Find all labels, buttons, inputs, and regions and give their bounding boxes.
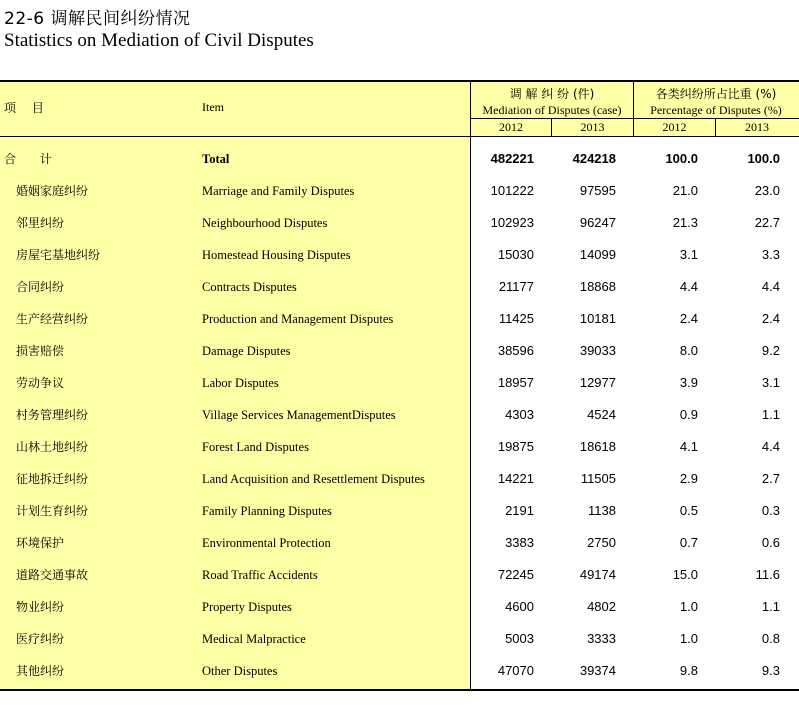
row-value: 3.1 <box>679 247 698 262</box>
row-value: 1.0 <box>679 599 698 614</box>
table-row <box>0 207 799 239</box>
row-value: 18618 <box>579 439 616 454</box>
row-value: 39374 <box>579 663 616 678</box>
table-row <box>0 367 799 399</box>
table-row <box>0 623 799 655</box>
table-row <box>0 335 799 367</box>
row-label-cn: 损害赔偿 <box>16 344 65 358</box>
row-value: 4.4 <box>679 279 698 294</box>
row-value: 2.9 <box>679 471 698 486</box>
row-label-en: Environmental Protection <box>202 536 331 550</box>
row-value: 0.7 <box>679 535 698 550</box>
header-year: 2012 <box>662 120 687 134</box>
row-value: 1.1 <box>761 599 780 614</box>
table-row <box>0 431 799 463</box>
row-label-en: Damage Disputes <box>202 344 291 358</box>
row-value: 14221 <box>497 471 534 486</box>
row-value: 2750 <box>587 535 616 550</box>
header-year: 2012 <box>499 120 523 134</box>
row-value: 3.9 <box>679 375 698 390</box>
table-header <box>0 80 799 137</box>
row-label-cn: 环境保护 <box>16 536 65 550</box>
row-value: 102923 <box>490 215 534 230</box>
row-label-cn: 村务管理纠纷 <box>16 408 89 422</box>
row-label-cn: 房屋宅基地纠纷 <box>16 248 101 262</box>
row-value: 1.0 <box>679 631 698 646</box>
row-label-cn: 合 计 <box>4 152 62 166</box>
row-value: 97595 <box>579 183 616 198</box>
row-value: 2.4 <box>679 311 698 326</box>
header-group-mediation-en: Mediation of Disputes (case) <box>482 103 622 117</box>
row-label-en: Contracts Disputes <box>202 280 297 294</box>
row-value: 96247 <box>579 215 616 230</box>
row-value: 4600 <box>505 599 534 614</box>
row-value: 11.6 <box>755 567 780 582</box>
header-year: 2013 <box>745 120 769 134</box>
header-item-cn: 项 目 <box>4 101 50 115</box>
row-value: 9.2 <box>761 343 780 358</box>
header-year: 2013 <box>580 120 605 134</box>
row-label-cn: 劳动争议 <box>16 376 65 390</box>
row-value: 424218 <box>572 151 616 166</box>
row-value: 39033 <box>579 343 616 358</box>
table-row <box>0 399 799 431</box>
header-group-percentage <box>634 82 798 118</box>
row-value: 15.0 <box>672 567 698 582</box>
row-value: 4524 <box>587 407 616 422</box>
row-value: 38596 <box>497 343 534 358</box>
table-row <box>0 271 799 303</box>
table-row <box>0 303 799 335</box>
row-label-cn: 医疗纠纷 <box>16 632 65 646</box>
row-value: 3.1 <box>761 375 780 390</box>
row-label-cn: 物业纠纷 <box>16 600 65 614</box>
row-value: 22.7 <box>754 215 780 230</box>
row-value: 2191 <box>505 503 534 518</box>
row-value: 482221 <box>490 151 534 166</box>
row-value: 4303 <box>505 407 534 422</box>
row-value: 9.3 <box>761 663 780 678</box>
row-label-en: Village Services ManagementDisputes <box>202 408 396 422</box>
row-label-cn: 其他纠纷 <box>16 664 65 678</box>
table-row <box>0 495 799 527</box>
header-group-mediation-cn: 调 解 纠 纷 (件) <box>509 87 595 101</box>
row-value: 21177 <box>498 279 534 294</box>
row-value: 0.9 <box>679 407 698 422</box>
row-value: 11505 <box>580 471 616 486</box>
row-value: 4.1 <box>679 439 698 454</box>
row-value: 2.4 <box>761 311 780 326</box>
header-group-percentage-cn: 各类纠纷所占比重 (%) <box>655 87 777 101</box>
header-group-mediation <box>471 82 633 118</box>
row-label-en: Road Traffic Accidents <box>202 568 318 582</box>
row-label-en: Other Disputes <box>202 664 278 678</box>
row-value: 4.4 <box>761 279 780 294</box>
row-label-en: Neighbourhood Disputes <box>202 216 328 230</box>
row-value: 11425 <box>498 311 534 326</box>
row-value: 12977 <box>579 375 616 390</box>
row-label-en: Total <box>202 152 230 166</box>
row-value: 3333 <box>587 631 616 646</box>
row-value: 3383 <box>505 535 534 550</box>
row-value: 18868 <box>579 279 616 294</box>
table-row <box>0 239 799 271</box>
row-value: 4802 <box>587 599 616 614</box>
table-row <box>0 559 799 591</box>
row-value: 18957 <box>497 375 534 390</box>
table-row <box>0 655 799 687</box>
row-value: 8.0 <box>679 343 698 358</box>
row-value: 3.3 <box>761 247 780 262</box>
row-value: 0.6 <box>761 535 780 550</box>
row-value: 0.5 <box>679 503 698 518</box>
row-label-cn: 合同纠纷 <box>16 280 65 294</box>
row-label-en: Forest Land Disputes <box>202 440 309 454</box>
table-row <box>0 175 799 207</box>
row-label-cn: 生产经营纠纷 <box>16 312 89 326</box>
row-value: 14099 <box>579 247 616 262</box>
row-value: 72245 <box>497 567 534 582</box>
row-value: 49174 <box>579 567 616 582</box>
page-title-en: Statistics on Mediation of Civil Disputes <box>4 30 314 51</box>
row-value: 5003 <box>505 631 534 646</box>
row-value: 19875 <box>497 439 534 454</box>
row-value: 100.0 <box>747 151 780 166</box>
row-label-en: Medical Malpractice <box>202 632 306 646</box>
row-value: 21.0 <box>672 183 698 198</box>
row-label-en: Property Disputes <box>202 600 292 614</box>
row-value: 9.8 <box>679 663 698 678</box>
row-value: 23.0 <box>754 183 780 198</box>
table-row <box>0 591 799 623</box>
row-value: 21.3 <box>672 215 698 230</box>
page-title-cn: 22-6 调解民间纠纷情况 <box>4 9 191 29</box>
row-label-cn: 山林土地纠纷 <box>16 440 89 454</box>
row-label-en: Family Planning Disputes <box>202 504 332 518</box>
row-label-cn: 征地拆迁纠纷 <box>16 472 89 486</box>
row-label-en: Marriage and Family Disputes <box>202 184 355 198</box>
row-value: 2.7 <box>761 471 780 486</box>
row-value: 1.1 <box>761 407 780 422</box>
row-value: 100.0 <box>665 151 698 166</box>
row-value: 1138 <box>588 503 616 518</box>
row-value: 101222 <box>490 183 534 198</box>
table-row <box>0 463 799 495</box>
total-row <box>0 143 799 175</box>
table-body <box>0 137 799 691</box>
row-label-cn: 婚姻家庭纠纷 <box>16 184 89 198</box>
statistics-table <box>0 80 799 691</box>
row-label-en: Production and Management Disputes <box>202 312 394 326</box>
table-row <box>0 527 799 559</box>
row-label-en: Homestead Housing Disputes <box>202 248 351 262</box>
row-label-cn: 邻里纠纷 <box>16 216 65 230</box>
row-value: 15030 <box>497 247 534 262</box>
header-group-percentage-en: Percentage of Disputes (%) <box>650 103 782 117</box>
header-item-en: Item <box>202 100 224 114</box>
row-value: 0.3 <box>761 503 780 518</box>
row-value: 0.8 <box>761 631 780 646</box>
row-label-cn: 道路交通事故 <box>16 568 89 582</box>
row-value: 4.4 <box>761 439 780 454</box>
row-value: 47070 <box>497 663 534 678</box>
row-value: 10181 <box>579 311 616 326</box>
row-label-cn: 计划生育纠纷 <box>16 504 89 518</box>
row-label-en: Labor Disputes <box>202 376 279 390</box>
row-label-en: Land Acquisition and Resettlement Disputes <box>202 472 425 486</box>
